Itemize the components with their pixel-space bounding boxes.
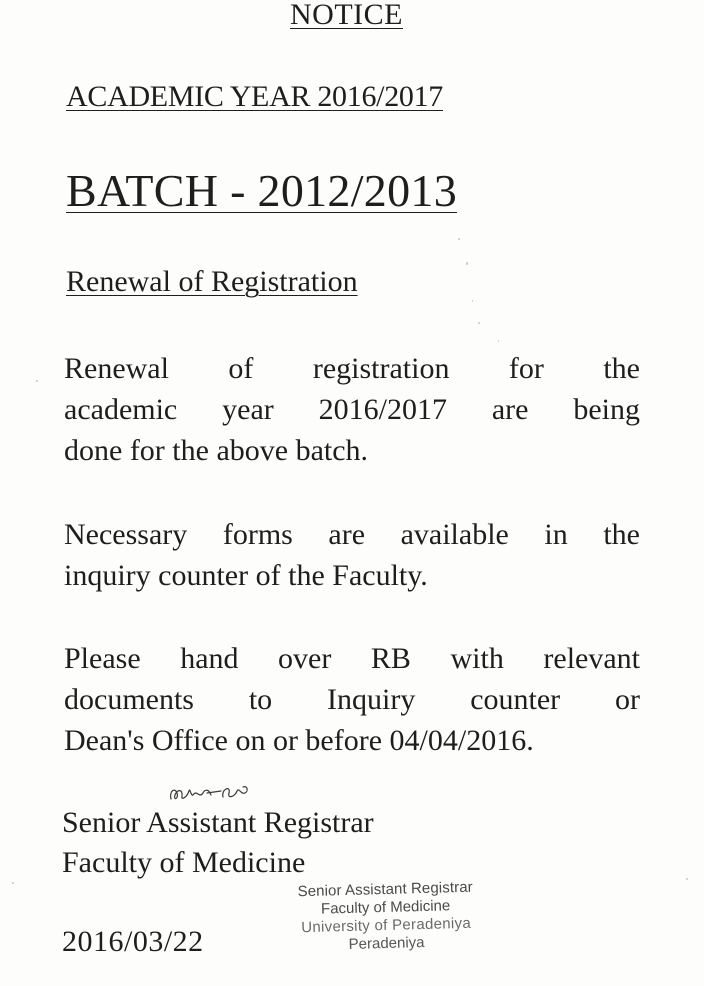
signatory-faculty: Faculty of Medicine: [62, 846, 306, 879]
scan-speckle: [498, 340, 499, 342]
paragraph-line: documents to Inquiry counter or: [64, 683, 640, 716]
paragraph-forms: [64, 514, 640, 596]
paragraph-handover: [64, 638, 640, 761]
academic-year-heading: ACADEMIC YEAR 2016/2017: [66, 80, 443, 113]
stamp-line: Faculty of Medicine: [320, 897, 451, 918]
scan-speckle: [12, 882, 14, 884]
stamp-line: Peradeniya: [348, 933, 425, 953]
scan-speckle: [472, 300, 473, 302]
scan-speckle: [458, 238, 460, 240]
scan-speckle: [36, 380, 38, 382]
paragraph-line: inquiry counter of the Faculty.: [64, 559, 428, 592]
paragraph-renewal: [64, 348, 640, 471]
stamp-line: Senior Assistant Registrar: [297, 878, 473, 901]
handwritten-signature: [165, 777, 255, 807]
paragraph-line: Please hand over RB with relevant: [64, 642, 640, 675]
paragraph-line: done for the above batch.: [64, 434, 369, 467]
scan-speckle: [686, 878, 688, 880]
paragraph-line: Dean's Office on or before 04/04/2016.: [64, 724, 534, 757]
paragraph-line: academic year 2016/2017 are being: [64, 393, 640, 426]
official-stamp: [270, 878, 502, 956]
renewal-subheading: Renewal of Registration: [66, 265, 358, 298]
notice-date: 2016/03/22: [62, 925, 204, 958]
paragraph-line: Renewal of registration for the: [64, 352, 640, 385]
signatory-title: Senior Assistant Registrar: [62, 806, 374, 839]
scan-speckle: [466, 262, 468, 265]
scan-speckle: [478, 322, 480, 324]
paragraph-line: Necessary forms are available in the: [64, 518, 640, 551]
notice-title: NOTICE: [290, 0, 403, 31]
stamp-line: University of Peradeniya: [301, 914, 472, 937]
batch-heading: BATCH - 2012/2013: [66, 165, 458, 216]
